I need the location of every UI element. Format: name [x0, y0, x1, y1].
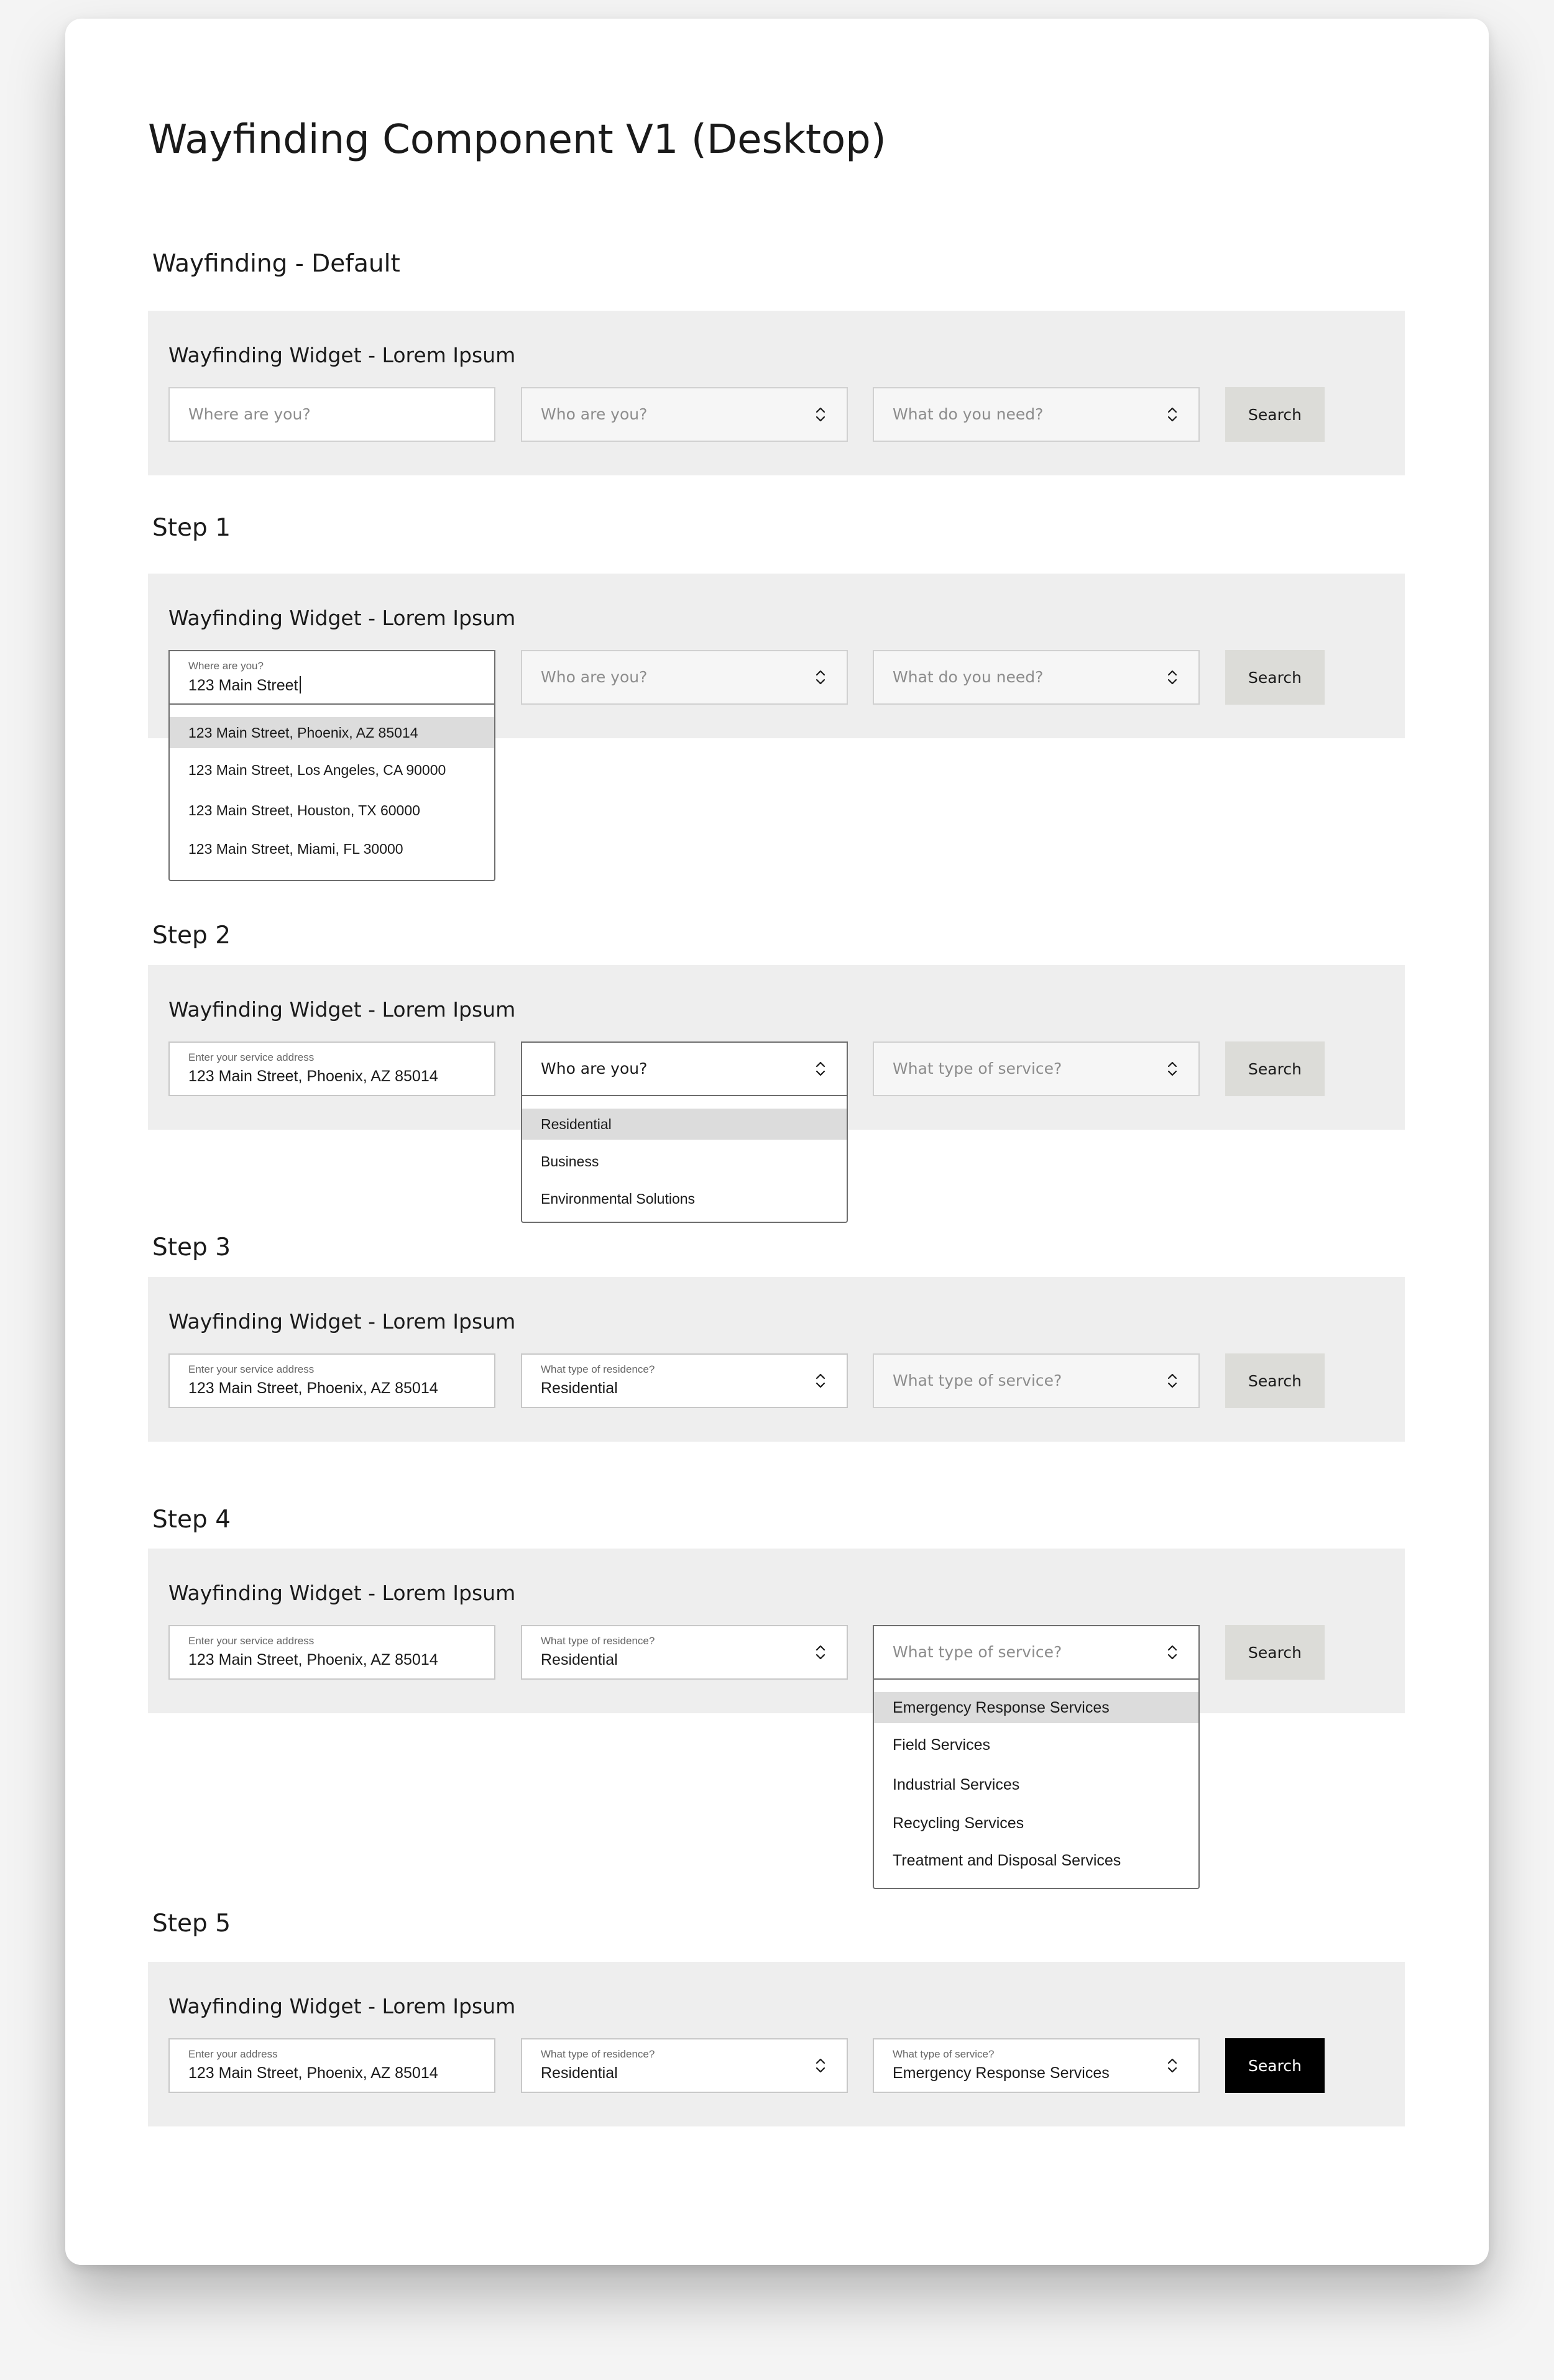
search-button[interactable]: Search	[1225, 1353, 1325, 1408]
need-select[interactable]	[873, 387, 1200, 442]
service-value: Emergency Response Services	[893, 2064, 1110, 2082]
search-button[interactable]: Search	[1225, 650, 1325, 705]
search-button[interactable]: Search	[1225, 2038, 1325, 2093]
address-suggestions-dropdown	[168, 705, 495, 881]
chevron-up-down-icon	[813, 2056, 828, 2075]
address-value: 123 Main Street, Phoenix, AZ 85014	[188, 1651, 438, 1668]
residence-field-label: What type of residence?	[541, 1635, 655, 1647]
chevron-up-down-icon	[1165, 2056, 1180, 2075]
address-input[interactable]	[168, 1353, 495, 1408]
chevron-up-down-icon	[1165, 405, 1180, 424]
section-label-step5: Step 5	[152, 1910, 231, 1938]
chevron-up-down-icon	[813, 1643, 828, 1662]
residence-field-label: What type of residence?	[541, 2048, 655, 2060]
service-select[interactable]	[873, 2038, 1200, 2093]
section-label-step1: Step 1	[152, 514, 231, 542]
section-label-step2: Step 2	[152, 922, 231, 950]
page-title: Wayfinding Component V1 (Desktop)	[148, 117, 886, 163]
chevron-up-down-icon	[813, 668, 828, 687]
section-label-step3: Step 3	[152, 1233, 231, 1261]
where-placeholder: Where are you?	[188, 405, 311, 423]
section-label-default: Wayfinding - Default	[152, 250, 400, 278]
address-field-label: Enter your service address	[188, 1363, 315, 1375]
who-placeholder: Who are you?	[541, 668, 648, 686]
address-field-label: Enter your service address	[188, 1635, 315, 1647]
text-cursor	[300, 676, 301, 693]
chevron-up-down-icon	[1165, 668, 1180, 687]
search-button[interactable]: Search	[1225, 387, 1325, 442]
who-select[interactable]	[521, 387, 848, 442]
service-select[interactable]	[873, 1041, 1200, 1096]
who-dropdown	[521, 1096, 848, 1223]
suggestion-item[interactable]: 123 Main Street, Phoenix, AZ 85014	[170, 717, 494, 748]
service-field-label: What type of service?	[893, 2048, 995, 2060]
chevron-up-down-icon	[813, 1371, 828, 1390]
widget-title: Wayfinding Widget - Lorem Ipsum	[168, 1581, 516, 1605]
widget-title: Wayfinding Widget - Lorem Ipsum	[168, 1309, 516, 1334]
chevron-up-down-icon	[1165, 1060, 1180, 1078]
who-placeholder: Who are you?	[541, 405, 648, 423]
service-placeholder: What type of service?	[893, 1371, 1062, 1389]
residence-select[interactable]	[521, 1625, 848, 1680]
option-recycling-services[interactable]: Recycling Services	[893, 1815, 1024, 1832]
widget-title: Wayfinding Widget - Lorem Ipsum	[168, 606, 516, 630]
section-label-step4: Step 4	[152, 1506, 231, 1534]
where-input[interactable]	[168, 650, 495, 705]
address-input[interactable]	[168, 1041, 495, 1096]
address-value: 123 Main Street, Phoenix, AZ 85014	[188, 1068, 438, 1085]
suggestion-item[interactable]: 123 Main Street, Los Angeles, CA 90000	[188, 762, 446, 778]
search-button[interactable]: Search	[1225, 1625, 1325, 1680]
option-industrial-services[interactable]: Industrial Services	[893, 1776, 1020, 1793]
option-field-services[interactable]: Field Services	[893, 1736, 990, 1754]
widget-panel-default	[148, 311, 1405, 475]
residence-select[interactable]	[521, 2038, 848, 2093]
where-input[interactable]	[168, 387, 495, 442]
chevron-up-down-icon	[1165, 1643, 1180, 1662]
service-select[interactable]	[873, 1625, 1200, 1680]
address-field-label: Enter your service address	[188, 1051, 315, 1063]
residence-value: Residential	[541, 1651, 618, 1668]
need-placeholder: What do you need?	[893, 405, 1044, 423]
suggestion-item[interactable]: 123 Main Street, Miami, FL 30000	[188, 841, 403, 857]
chevron-up-down-icon	[1165, 1371, 1180, 1390]
service-placeholder: What type of service?	[893, 1060, 1062, 1078]
need-placeholder: What do you need?	[893, 668, 1044, 686]
where-field-label: Where are you?	[188, 660, 264, 672]
address-field-label: Enter your address	[188, 2048, 278, 2060]
widget-panel-step5	[148, 1962, 1405, 2126]
widget-title: Wayfinding Widget - Lorem Ipsum	[168, 343, 516, 367]
address-input[interactable]	[168, 2038, 495, 2093]
residence-field-label: What type of residence?	[541, 1363, 655, 1375]
residence-value: Residential	[541, 1380, 618, 1397]
widget-title: Wayfinding Widget - Lorem Ipsum	[168, 1994, 516, 2018]
address-value: 123 Main Street, Phoenix, AZ 85014	[188, 1380, 438, 1397]
option-business[interactable]: Business	[541, 1153, 599, 1169]
search-button[interactable]: Search	[1225, 1041, 1325, 1096]
residence-select[interactable]	[521, 1353, 848, 1408]
service-placeholder: What type of service?	[893, 1643, 1062, 1661]
address-input[interactable]	[168, 1625, 495, 1680]
option-residential[interactable]: Residential	[522, 1109, 847, 1140]
widget-panel-step3	[148, 1277, 1405, 1442]
widget-title: Wayfinding Widget - Lorem Ipsum	[168, 997, 516, 1022]
who-select[interactable]	[521, 1041, 848, 1096]
who-placeholder: Who are you?	[541, 1060, 648, 1078]
suggestion-item[interactable]: 123 Main Street, Houston, TX 60000	[188, 802, 420, 818]
service-dropdown	[873, 1680, 1200, 1889]
chevron-up-down-icon	[813, 405, 828, 424]
chevron-up-down-icon	[813, 1060, 828, 1078]
option-emergency-response-services[interactable]: Emergency Response Services	[874, 1692, 1198, 1723]
residence-value: Residential	[541, 2064, 618, 2082]
option-environmental-solutions[interactable]: Environmental Solutions	[541, 1191, 696, 1207]
service-select[interactable]	[873, 1353, 1200, 1408]
who-select[interactable]	[521, 650, 848, 705]
where-value: 123 Main Street	[188, 676, 301, 695]
need-select[interactable]	[873, 650, 1200, 705]
widget-panel-step4	[148, 1549, 1405, 1713]
address-value: 123 Main Street, Phoenix, AZ 85014	[188, 2064, 438, 2082]
option-treatment-and-disposal-services[interactable]: Treatment and Disposal Services	[893, 1852, 1121, 1869]
